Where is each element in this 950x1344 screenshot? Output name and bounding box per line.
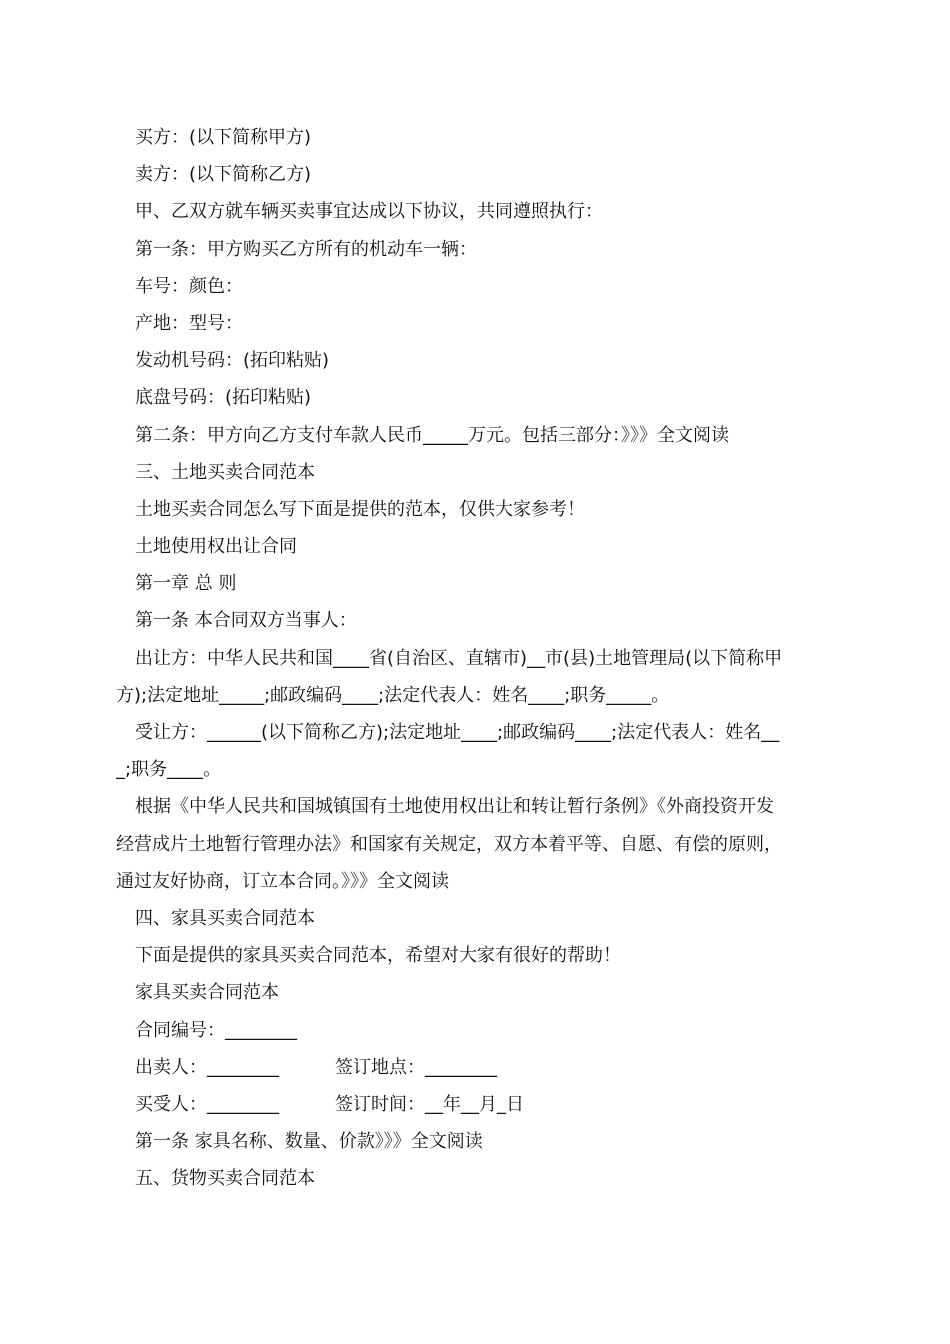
transferor-line-2: 方);法定地址_____;邮政编码____;法定代表人：姓名____;职务_____。	[116, 684, 670, 706]
land-intro: 土地买卖合同怎么写下面是提供的范本，仅供大家参考！	[135, 498, 585, 520]
transferee-line-1: 受让方：______(以下简称乙方);法定地址____;邮政编码____;法定代表人：姓名__	[135, 722, 780, 743]
engine-number-line: 发动机号码：(拓印粘贴)	[135, 350, 330, 372]
furniture-seller-field: 出卖人：________	[135, 1056, 279, 1078]
chassis-number-line: 底盘号码：(拓印粘贴)	[135, 387, 312, 409]
plate-color-line: 车号：颜色：	[135, 275, 243, 297]
buyer-line: 买方：(以下简称甲方)	[135, 127, 312, 148]
article-one: 第一条：甲方购买乙方所有的机动车一辆：	[135, 238, 477, 260]
chapter-one-heading: 第一章 总 则	[135, 573, 237, 595]
furniture-contract-title: 家具买卖合同范本	[135, 982, 279, 1004]
land-contract-title: 土地使用权出让合同	[135, 536, 297, 558]
basis-line-2: 经营成片土地暂行管理办法》和国家有关规定，双方本着平等、自愿、有偿的原则，	[116, 833, 782, 855]
furniture-buyer-field: 买受人：________	[135, 1093, 279, 1115]
seller-line: 卖方：(以下简称乙方)	[135, 164, 312, 186]
furniture-article-one-read-more[interactable]: 第一条 家具名称、数量、价款》》》全文阅读	[135, 1131, 483, 1153]
section-heading-goods: 五、货物买卖合同范本	[135, 1168, 315, 1190]
furniture-intro: 下面是提供的家具买卖合同范本，希望对大家有很好的帮助！	[135, 945, 621, 967]
transferee-line-2: _;职务____。	[116, 759, 222, 781]
section-heading-furniture: 四、家具买卖合同范本	[135, 907, 315, 929]
origin-model-line: 产地：型号：	[135, 312, 243, 334]
transferor-line-1: 出让方：中华人民共和国____省(自治区、直辖市)__市(县)土地管理局(以下简称甲	[135, 647, 783, 669]
basis-line-1: 根据《中华人民共和国城镇国有土地使用权出让和转让暂行条例》《外商投资开发	[135, 796, 774, 818]
land-article-one: 第一条 本合同双方当事人：	[135, 610, 357, 632]
agreement-intro: 甲、乙双方就车辆买卖事宜达成以下协议，共同遵照执行：	[135, 201, 603, 223]
buyer-sign-time-line	[116, 1086, 840, 1123]
basis-line-3-read-more[interactable]: 通过友好协商，订立本合同。》》》全文阅读	[116, 870, 449, 892]
sign-place-field: 签订地点：________	[335, 1056, 497, 1078]
contract-number-line: 合同编号：________	[135, 1019, 297, 1041]
article-two-read-more[interactable]: 第二条：甲方向乙方支付车款人民币_____万元。包括三部分：》》》全文阅读	[135, 424, 729, 446]
sign-time-field: 签订时间：__年__月_日	[335, 1093, 524, 1115]
section-heading-land: 三、土地买卖合同范本	[135, 461, 315, 483]
document-body	[116, 119, 840, 1197]
seller-sign-place-line	[116, 1049, 840, 1086]
